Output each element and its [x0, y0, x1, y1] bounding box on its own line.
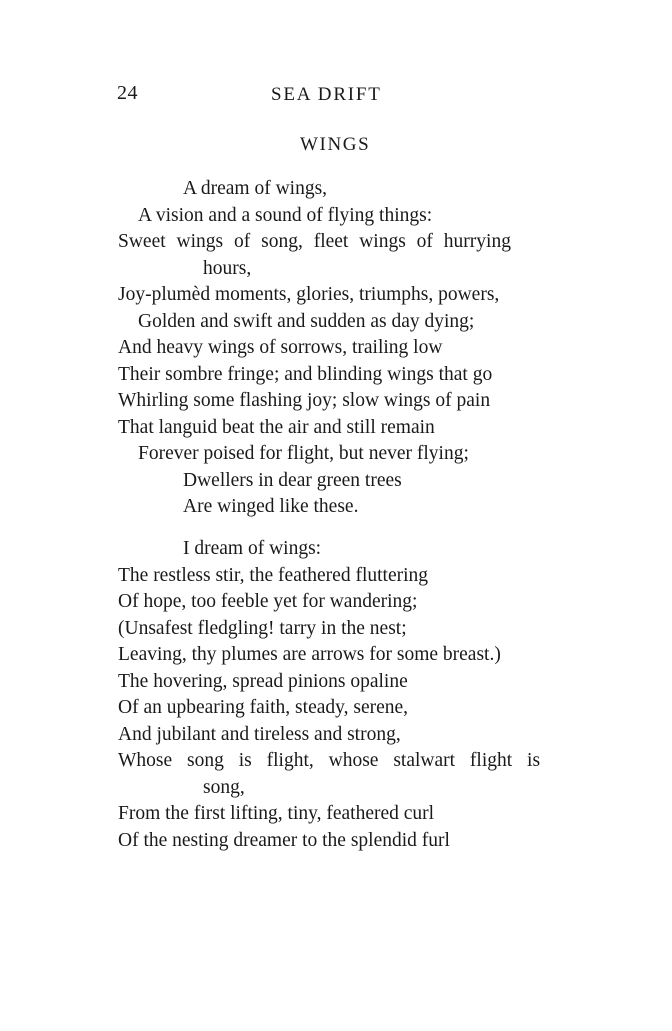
poem-line: Dwellers in dear green trees [183, 469, 402, 491]
poem-line: Sweet wings of song, fleet wings of hurrying [118, 231, 511, 252]
poem-line: That languid beat the air and still remain [118, 416, 435, 438]
poem-line: Golden and swift and sudden as day dying; [138, 310, 475, 332]
poem-line: Their sombre fringe; and blinding wings that go [118, 363, 493, 385]
poem-line: The hovering, spread pinions opaline [118, 670, 408, 692]
poem-line: Leaving, thy plumes are arrows for some breast.) [118, 644, 501, 665]
poem-line: From the first lifting, tiny, feathered curl [118, 803, 435, 824]
poem-line: The restless stir, the feathered fluttering [118, 564, 429, 586]
poem-line: (Unsafest fledgling! tarry in the nest; [118, 617, 407, 639]
poem-line: Whose song is flight, whose stalwart flight is [118, 750, 541, 771]
poem-line-continuation: song, [203, 776, 245, 798]
poem-line: And heavy wings of sorrows, trailing low [118, 337, 443, 358]
poem-line: I dream of wings: [183, 538, 322, 559]
poem-line: Are winged like these. [183, 496, 359, 517]
poem-line: Joy-plumèd moments, glories, triumphs, powers, [118, 284, 500, 305]
running-head: SEA DRIFT [271, 84, 382, 105]
poem-line: Of an upbearing faith, steady, serene, [118, 697, 409, 718]
stanza-2 [0, 536, 540, 854]
poem-line: A dream of wings, [183, 178, 328, 199]
page-number: 24 [117, 82, 138, 104]
poem-line: A vision and a sound of flying things: [138, 204, 433, 226]
poem-line: Whirling some flashing joy; slow wings of pain [118, 390, 491, 411]
poem-title: WINGS [300, 134, 371, 155]
stanza-1 [0, 176, 511, 521]
poem-line: And jubilant and tireless and strong, [118, 723, 401, 745]
poem-line: Of hope, too feeble yet for wandering; [118, 591, 418, 612]
poem-line-continuation: hours, [203, 257, 252, 279]
poem-line: Forever poised for flight, but never flying; [138, 443, 469, 464]
poem-line: Of the nesting dreamer to the splendid furl [118, 829, 450, 851]
